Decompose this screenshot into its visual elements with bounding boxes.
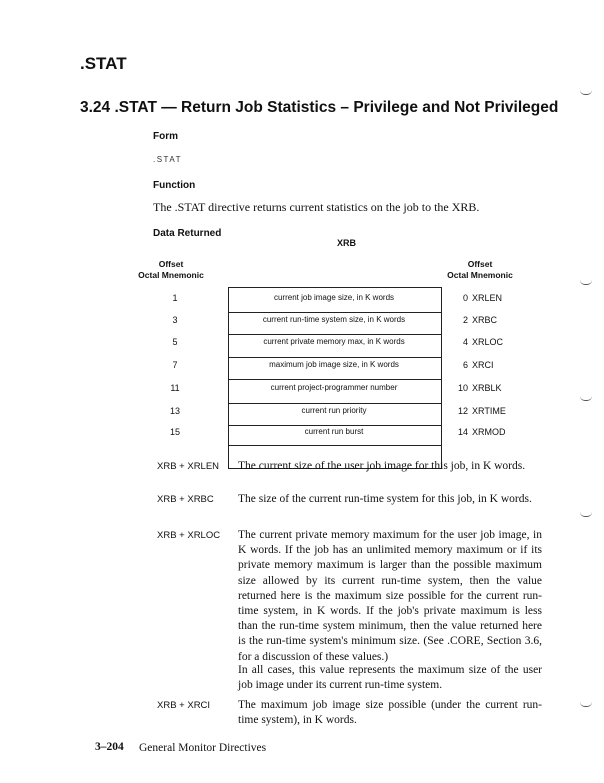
margin-mark — [580, 512, 592, 517]
definition-term-xrloc: XRB + XRLOC — [157, 530, 221, 541]
left-octal-offset: 15 — [169, 427, 180, 437]
right-mnemonic: XRBLK — [472, 383, 502, 393]
form-code: .STAT — [153, 155, 182, 164]
table-row — [140, 421, 520, 443]
footer-page-number: 3–204 — [95, 741, 124, 753]
field-description: current run-time system size, in K words — [262, 315, 406, 324]
field-description: current job image size, in K words — [273, 293, 395, 302]
xrb-label: XRB — [337, 238, 357, 248]
field-description: current run priority — [301, 406, 367, 415]
right-octal-offset: 14 — [457, 427, 468, 437]
right-octal-offset: 12 — [457, 406, 468, 416]
definition-term-xrci: XRB + XRCI — [157, 700, 211, 711]
field-description: current private memory max, in K words — [263, 337, 405, 346]
field-description: current project-programmer number — [270, 383, 398, 392]
field-description: current run burst — [304, 427, 364, 436]
margin-mark — [580, 702, 592, 707]
left-octal-offset: 1 — [172, 293, 178, 303]
definition-term-xrbc: XRB + XRBC — [157, 494, 214, 505]
left-octal-offset: 3 — [172, 315, 178, 325]
left-octal-offset: 11 — [170, 383, 180, 393]
right-column-header — [435, 259, 525, 281]
right-octal-offset: 10 — [457, 383, 468, 393]
table-row — [140, 354, 520, 376]
table-row — [140, 331, 520, 353]
right-mnemonic: XRLOC — [472, 337, 504, 347]
table-row — [140, 309, 520, 331]
left-octal-offset: 7 — [172, 360, 178, 370]
right-mnemonic: XRMOD — [472, 427, 506, 437]
right-octal-offset: 6 — [462, 360, 468, 370]
left-octal-mnemonic-label: Octal Mnemonic — [138, 270, 204, 280]
section-title: 3.24 .STAT — Return Job Statistics – Privilege and Not Privileged — [80, 99, 559, 116]
definition-text-xrci: The maximum job image size possible (under the current run-time system), in K words. — [238, 699, 542, 727]
data-returned-heading: Data Returned — [153, 228, 222, 239]
form-heading: Form — [153, 131, 178, 142]
right-mnemonic: XRBC — [472, 315, 498, 325]
table-row — [140, 400, 520, 422]
margin-mark — [580, 90, 592, 95]
right-octal-mnemonic-label: Octal Mnemonic — [447, 270, 513, 280]
margin-mark — [580, 396, 592, 401]
page-header-title: .STAT — [80, 54, 127, 73]
function-heading: Function — [153, 180, 196, 191]
right-mnemonic: XRLEN — [472, 293, 503, 303]
field-description: maximum job image size, in K words — [269, 360, 399, 369]
table-row — [140, 287, 520, 309]
right-octal-offset: 0 — [462, 293, 468, 303]
left-octal-offset: 5 — [172, 337, 178, 347]
right-octal-offset: 4 — [462, 337, 468, 347]
definition-text-xrlen: The current size of the user job image for this job, in K words. — [238, 460, 526, 472]
definition-term-xrlen: XRB + XRLEN — [157, 461, 220, 472]
right-mnemonic: XRTIME — [472, 406, 506, 416]
left-octal-offset: 13 — [169, 406, 180, 416]
table-row-divider — [228, 445, 442, 446]
left-offset-label: Offset — [158, 259, 184, 269]
table-row — [140, 377, 520, 399]
definition-text-xrbc: The size of the current run-time system for this job, in K words. — [238, 493, 532, 505]
left-column-header — [126, 259, 216, 281]
function-description: The .STAT directive returns current statistics on the job to the XRB. — [153, 200, 480, 214]
right-octal-offset: 2 — [462, 315, 468, 325]
definition-text-xrloc: The current private memory maximum for the user job image, in K words. If the job has an unlimited memory maximum or if its private memory maximum is larger than the possible maximum size allowed by its current run-time system, then the value returned here is the maximum size possible for the current run-time system, in K words. If the job's private maximum is less than the run-time system minimum, then the value returned here is the run-time system's minimum size. (See .CORE, Section 3.6, for a discussion of these values.) — [238, 529, 542, 663]
footer-title: General Monitor Directives — [139, 742, 267, 754]
definition-text-xrloc-note: In all cases, this value represents the maximum size of the user job image under its current run-time system. — [238, 664, 542, 692]
margin-mark — [580, 280, 592, 285]
right-mnemonic: XRCI — [472, 360, 494, 370]
right-offset-label: Offset — [467, 259, 493, 269]
